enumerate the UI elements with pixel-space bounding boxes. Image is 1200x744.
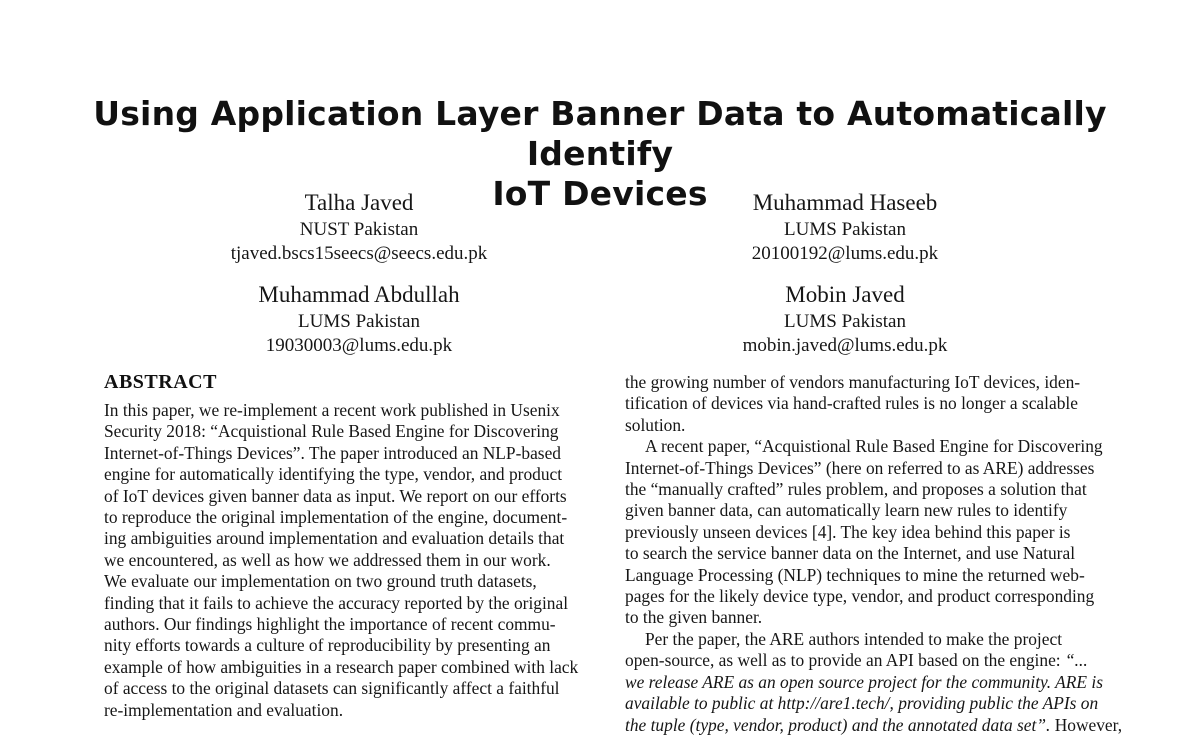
body-line: Language Processing (NLP) techniques to mine the returned web-: [625, 564, 1085, 585]
abstract-line: we encountered, as well as how we addressed them in our work.: [104, 549, 551, 570]
body-line: solution.: [625, 414, 686, 435]
abstract-line: Internet-of-Things Devices”. The paper introduced an NLP-based: [104, 442, 561, 463]
abstract-body: [104, 400, 584, 721]
author-block-2: [686, 188, 1004, 266]
abstract-heading: ABSTRACT: [104, 371, 217, 393]
body-line: Per the paper, the ARE authors intended to make the project: [645, 628, 1063, 649]
author-affiliation: LUMS Pakistan: [784, 219, 906, 240]
author-name: Talha Javed: [304, 190, 414, 215]
body-text: open-source, as well as to provide an API based on the engine:: [625, 650, 1065, 671]
title-line-2: IoT Devices: [492, 174, 708, 213]
body-line: Internet-of-Things Devices” (here on referred to as ARE) addresses: [625, 457, 1095, 478]
body-line: A recent paper, “Acquistional Rule Based Engine for Discovering: [645, 436, 1103, 457]
abstract-line: example of how ambiguities in a research paper combined with lack: [104, 656, 579, 677]
abstract-line: to reproduce the original implementation of the engine, document-: [104, 507, 568, 528]
quote-line: we release ARE as an open source project for the community. ARE is: [625, 671, 1103, 692]
author-name: Muhammad Haseeb: [752, 190, 938, 215]
author-name: Muhammad Abdullah: [258, 282, 460, 307]
body-line: [625, 714, 1123, 736]
quote-line: available to public at http://are1.tech/, providing public the APIs on: [625, 693, 1099, 714]
quote-open: “...: [1064, 650, 1088, 671]
author-affiliation: LUMS Pakistan: [784, 311, 906, 332]
body-line: the “manually crafted” rules problem, and proposes a solution that: [625, 479, 1087, 500]
abstract-line: ing ambiguities around implementation and evaluation details that: [104, 528, 565, 549]
body-line: pages for the likely device type, vendor, and product corresponding: [625, 586, 1095, 607]
intro-body: [625, 372, 1123, 736]
author-affiliation: NUST Pakistan: [299, 219, 419, 240]
abstract-line: re-implementation and evaluation.: [104, 699, 344, 720]
body-line: given banner data, can automatically learn new rules to identify: [625, 500, 1068, 521]
author-block-1: [200, 188, 518, 266]
body-line: tification of devices via hand-crafted rules is no longer a scalable: [625, 393, 1078, 414]
body-line: previously unseen devices [4]. The key idea behind this paper is: [625, 521, 1071, 542]
author-affiliation: LUMS Pakistan: [298, 311, 420, 332]
abstract-line: In this paper, we re-implement a recent work published in Usenix: [104, 400, 560, 420]
abstract-line: nity efforts towards a culture of reproducibility by presenting an: [104, 635, 551, 656]
author-block-4: [686, 280, 1004, 358]
author-email: tjaved.bscs15seecs@seecs.edu.pk: [230, 243, 488, 264]
author-email: 19030003@lums.edu.pk: [265, 335, 453, 356]
author-name: Mobin Javed: [785, 282, 905, 307]
body-text: However,: [1050, 714, 1123, 735]
abstract-line: engine for automatically identifying the type, vendor, and product: [104, 464, 563, 485]
body-line: the growing number of vendors manufacturing IoT devices, iden-: [625, 372, 1081, 392]
abstract-line: of access to the original datasets can significantly affect a faithful: [104, 678, 560, 699]
abstract-line: finding that it fails to achieve the accuracy reported by the original: [104, 592, 569, 613]
title-line-1: Using Application Layer Banner Data to Automatically Identify: [93, 94, 1107, 173]
author-email: 20100192@lums.edu.pk: [751, 243, 939, 264]
author-email: mobin.javed@lums.edu.pk: [742, 335, 948, 356]
body-line: to the given banner.: [625, 607, 763, 628]
author-block-3: [200, 280, 518, 358]
quote-end: the tuple (type, vendor, product) and the annotated data set”.: [625, 714, 1051, 735]
abstract-line: Security 2018: “Acquistional Rule Based Engine for Discovering: [104, 421, 559, 442]
body-line: to search the service banner data on the Internet, and use Natural: [625, 543, 1076, 564]
abstract-line: of IoT devices given banner data as input. We report on our efforts: [104, 485, 567, 506]
abstract-line: authors. Our findings highlight the importance of recent commu-: [104, 614, 556, 635]
body-line: [625, 650, 1105, 671]
abstract-line: We evaluate our implementation on two ground truth datasets,: [104, 571, 537, 592]
